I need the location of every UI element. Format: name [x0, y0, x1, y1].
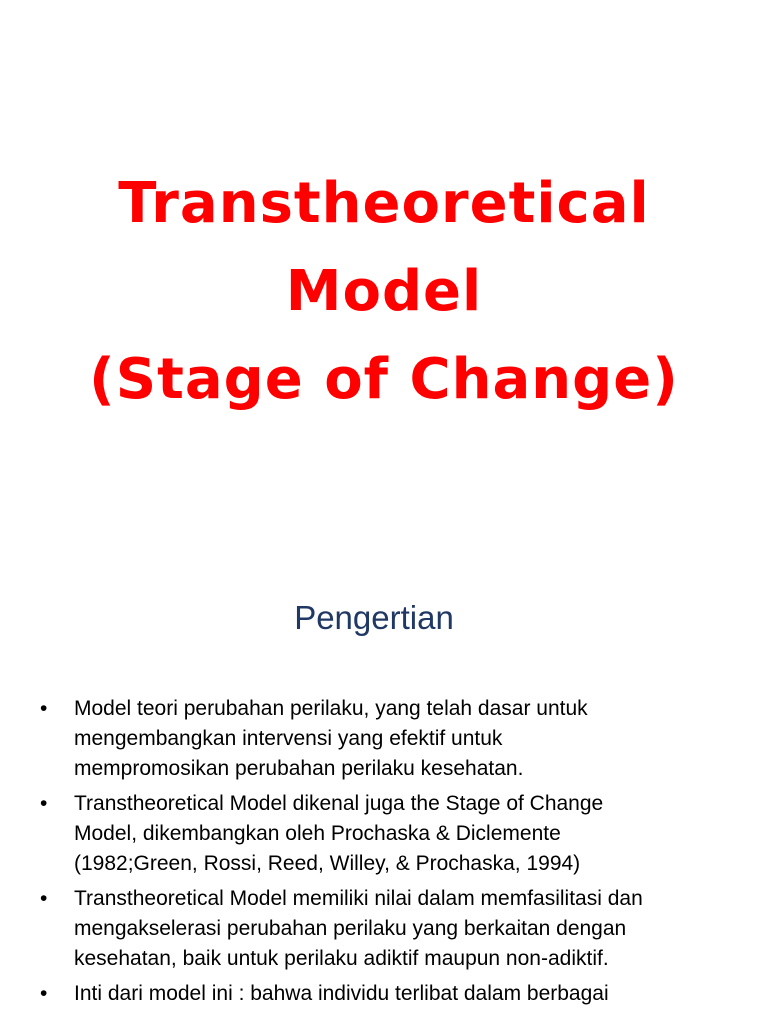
bullet-marker: • — [40, 982, 48, 1005]
bullet-list — [40, 694, 745, 1014]
bullet-text-line: Model teori perubahan perilaku, yang telah dasar untuk — [74, 697, 588, 720]
bullet-text-line: Transtheoretical Model dikenal juga the Stage of Change — [74, 792, 604, 815]
slide-title-line-1: Transtheoretical — [118, 171, 650, 236]
bullet-marker: • — [40, 887, 48, 910]
bullet-item — [40, 694, 745, 784]
bullet-item — [40, 789, 745, 879]
bullet-item — [40, 884, 745, 974]
bullet-marker: • — [40, 792, 48, 815]
slide-title-line-2: Model — [285, 259, 483, 324]
bullet-text-line: Inti dari model ini : bahwa individu terlibat dalam berbagai — [74, 982, 609, 1005]
bullet-text-line: mengakselerasi perubahan perilaku yang berkaitan dengan — [74, 917, 627, 940]
bullet-text-line: mempromosikan perubahan perilaku kesehatan. — [74, 757, 524, 780]
bullet-text-line: Transtheoretical Model memiliki nilai dalam memfasilitasi dan — [74, 887, 643, 910]
bullet-text-line: kesehatan, baik untuk perilaku adiktif maupun non-adiktif. — [74, 947, 609, 970]
slide-title-line-3: (Stage of Change) — [89, 347, 679, 412]
bullet-text-line: mengembangkan intervensi yang efektif untuk — [74, 727, 503, 750]
slide-title — [0, 160, 768, 424]
bullet-text-line: (1982;Green, Rossi, Reed, Willey, & Prochaska, 1994) — [74, 852, 581, 875]
bullet-marker: • — [40, 697, 48, 720]
bullet-item — [40, 979, 745, 1009]
section-heading: Pengertian — [294, 599, 454, 636]
bullet-text-line: Model, dikembangkan oleh Prochaska & Diclemente — [74, 822, 561, 845]
